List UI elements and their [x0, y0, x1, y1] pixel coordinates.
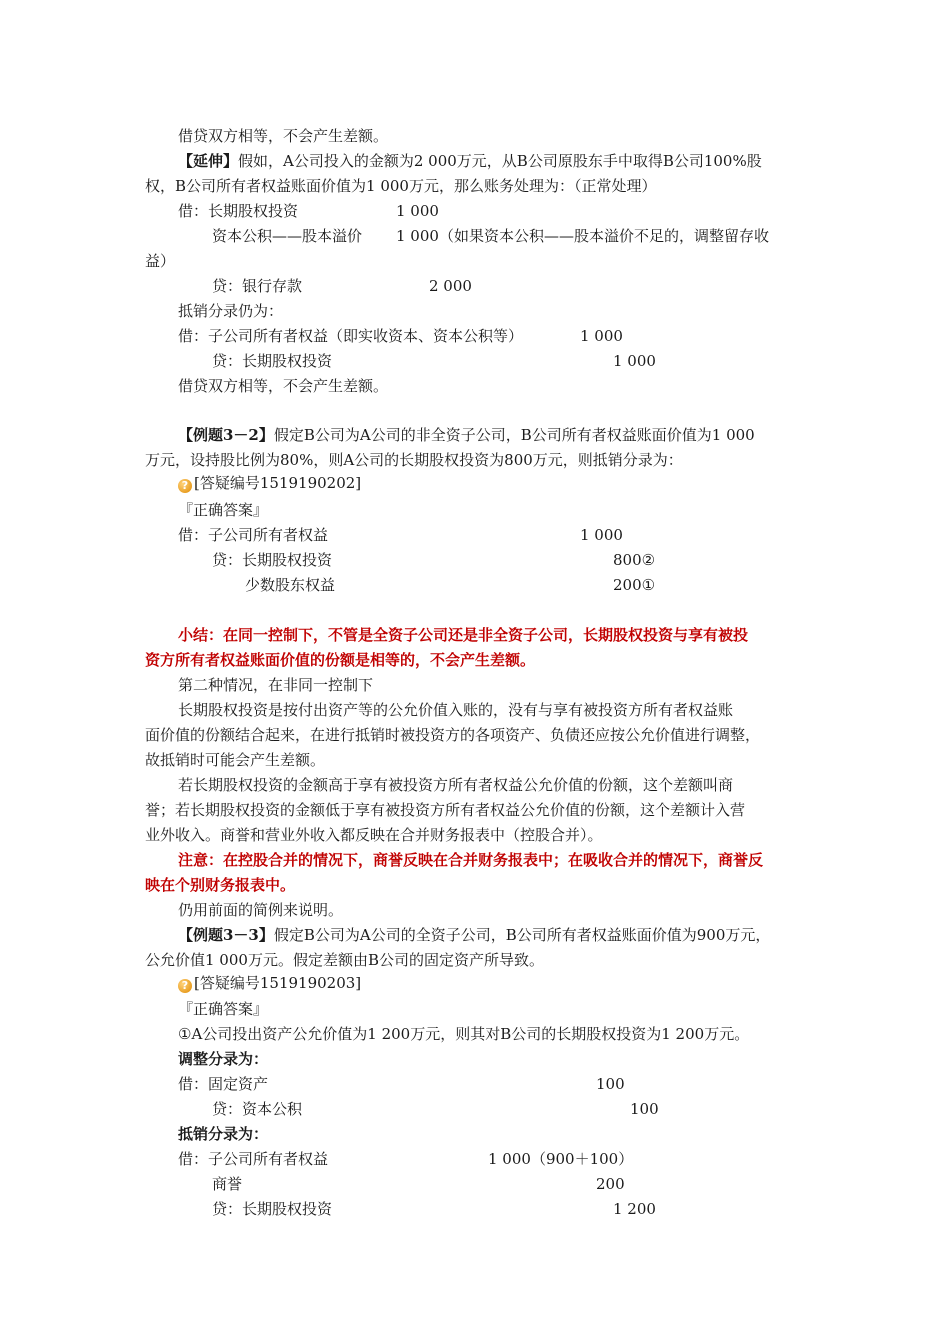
text-line: 借贷双方相等，不会产生差额。: [178, 377, 389, 395]
question-icon: ?: [178, 979, 192, 993]
entry-credit: 贷：长期股权投资: [212, 551, 333, 569]
entry-debit: 资本公积——股本溢价: [212, 227, 363, 245]
text-line: 故抵销时可能会产生差额。: [145, 751, 326, 769]
entry-amount: 1 000: [613, 352, 656, 370]
text-line: 第二种情况，在非同一控制下: [178, 676, 374, 694]
entry-debit: 借：子公司所有者权益: [178, 526, 329, 544]
qa-reference[interactable]: [178, 473, 361, 493]
entry-debit: 商誉: [212, 1175, 243, 1193]
text-line: 益）: [145, 252, 176, 270]
question-icon: ?: [178, 479, 192, 493]
entry-debit: 借：子公司所有者权益（即实收资本、资本公积等）: [178, 327, 524, 345]
entry-credit: 贷：资本公积: [212, 1100, 303, 1118]
entry-debit: 借：固定资产: [178, 1075, 269, 1093]
qa-number: [答疑编号1519190202]: [194, 474, 362, 492]
text-line: 长期股权投资是按付出资产等的公允价值入账的，没有与享有被投资方所有者权益账: [178, 701, 734, 719]
entry-credit: 贷：长期股权投资: [212, 352, 333, 370]
text-span: 假定B公司为A公司的全资子公司，B公司所有者权益账面价值为900万元，: [273, 926, 771, 944]
text-line: [178, 151, 762, 171]
entry-amount: 1 000: [580, 526, 623, 544]
text-span: 假定B公司为A公司的非全资子公司，B公司所有者权益账面价值为1 000: [273, 426, 755, 444]
entry-credit: 贷：银行存款: [212, 277, 303, 295]
text-line: 若长期股权投资的金额高于享有被投资方所有者权益公允价值的份额，这个差额叫商: [178, 776, 734, 794]
answer-heading: 『正确答案』: [178, 1000, 269, 1018]
qa-reference[interactable]: [178, 973, 361, 993]
entry-amount: 200: [596, 1175, 625, 1193]
entry-amount: 1 000: [580, 327, 623, 345]
text-line: 面价值的份额结合起来，在进行抵销时被投资方的各项资产、负债还应按公允价值进行调整，: [145, 726, 761, 744]
text-line: [178, 925, 770, 945]
answer-heading: 『正确答案』: [178, 501, 269, 519]
example-label: 【例题3－2】: [178, 426, 274, 444]
text-line: 业外收入。商誉和营业外收入都反映在合并财务报表中（控股合并）。: [145, 826, 603, 844]
entry-credit: 少数股东权益: [245, 576, 336, 594]
entry-amount: 1 000（如果资本公积——股本溢价不足的，调整留存收: [396, 227, 769, 245]
text-span: 在同一控制下，不管是全资子公司还是非全资子公司，长期股权投资与享有被投: [223, 626, 749, 644]
entry-amount: 100: [596, 1075, 625, 1093]
text-line: ①A公司投出资产公允价值为1 200万元，则其对B公司的长期股权投资为1 200万元。: [178, 1025, 750, 1043]
entry-debit: 借：子公司所有者权益: [178, 1150, 329, 1168]
entry-amount: 1 000: [396, 202, 439, 220]
note-line: 映在个别财务报表中。: [145, 876, 296, 894]
entry-amount: 2 000: [429, 277, 472, 295]
summary-label: 小结：: [178, 626, 224, 644]
text-line: [178, 425, 755, 445]
text-line: 公允价值1 000万元。假定差额由B公司的固定资产所导致。: [145, 951, 544, 969]
text-line: 权，B公司所有者权益账面价值为1 000万元，那么账务处理为：（正常处理）: [145, 177, 657, 195]
entry-credit: 贷：长期股权投资: [212, 1200, 333, 1218]
text-line: 借贷双方相等，不会产生差额。: [178, 127, 389, 145]
qa-number: [答疑编号1519190203]: [194, 974, 362, 992]
example-label: 【例题3－3】: [178, 926, 274, 944]
text-line: 万元，设持股比例为80%，则A公司的长期股权投资为800万元，则抵销分录为：: [145, 451, 683, 469]
entry-amount: 1 200: [613, 1200, 656, 1218]
summary-line: [178, 625, 748, 645]
summary-line: 资方所有者权益账面价值的份额是相等的，不会产生差额。: [145, 651, 536, 669]
entry-amount: 1 000（900＋100）: [488, 1150, 634, 1168]
entry-amount: 800②: [613, 551, 656, 569]
text-line: 誉；若长期股权投资的金额低于享有被投资方所有者权益公允价值的份额，这个差额计入营: [145, 801, 746, 819]
entry-amount: 100: [630, 1100, 659, 1118]
text-line: 抵销分录仍为：: [178, 302, 284, 320]
text-line: 仍用前面的简例来说明。: [178, 901, 344, 919]
entry-amount: 200①: [613, 576, 656, 594]
entry-debit: 借：长期股权投资: [178, 202, 299, 220]
note-line: 注意：在控股合并的情况下，商誉反映在合并财务报表中；在吸收合并的情况下，商誉反: [178, 851, 764, 869]
section-label: 调整分录为：: [178, 1050, 269, 1068]
text-span: 假如，A公司投入的金额为2 000万元，从B公司原股东手中取得B公司100%股: [238, 152, 762, 170]
section-label: 抵销分录为：: [178, 1125, 269, 1143]
label-extension: 【延伸】: [178, 152, 239, 170]
